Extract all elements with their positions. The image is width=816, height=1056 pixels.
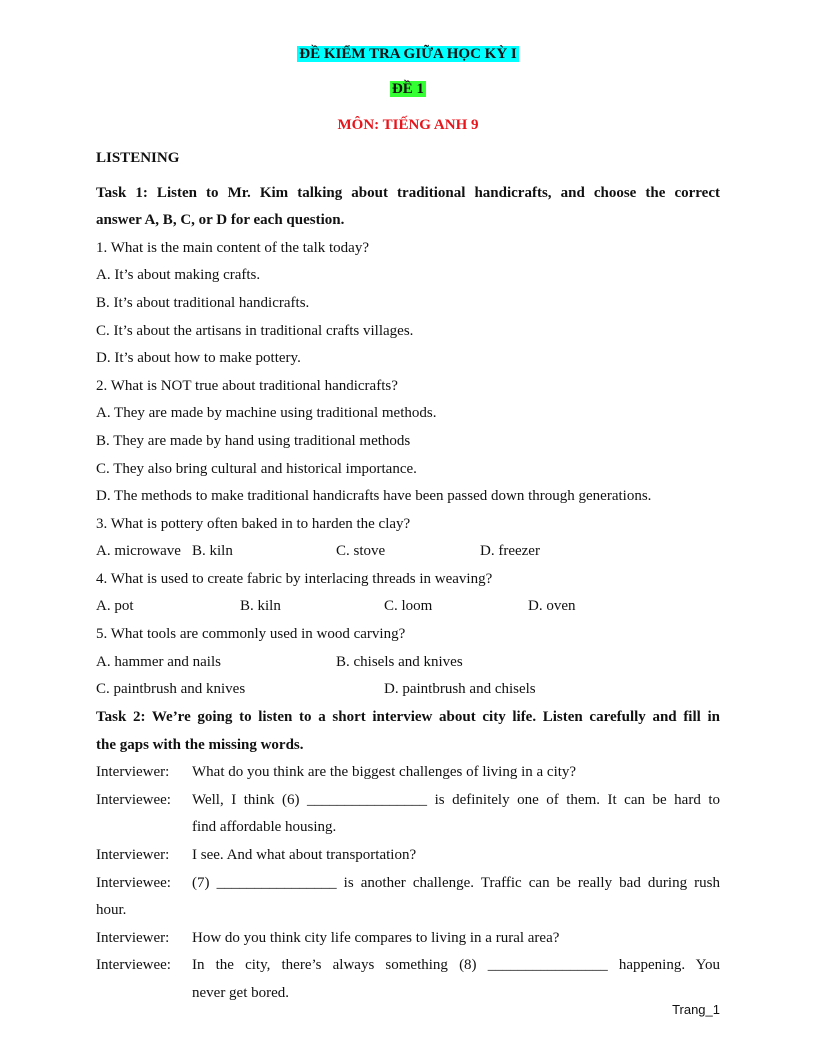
- utterance-gap-8: In the city, there’s always something (8) ________________ happening. You: [192, 957, 720, 973]
- task2-instruction-line2: the gaps with the missing words.: [96, 737, 304, 753]
- exam-code: ĐỀ 1: [391, 81, 425, 97]
- q5-option-a: A. hammer and nails: [96, 654, 221, 670]
- q3-option-a: A. microwave: [96, 543, 181, 559]
- speaker-label: Interviewer:: [96, 764, 170, 780]
- subject-row: [96, 115, 720, 135]
- q2-option-b: B. They are made by hand using traditional methods: [96, 433, 411, 449]
- q4-option-c: C. loom: [384, 598, 433, 614]
- utterance: I see. And what about transportation?: [192, 847, 417, 863]
- q1-option-a: A. It’s about making crafts.: [96, 267, 261, 283]
- q1-option-b: B. It’s about traditional handicrafts.: [96, 295, 310, 311]
- task1-instruction-line1: Task 1: Listen to Mr. Kim talking about traditional handicrafts, and choose the correct: [96, 185, 720, 201]
- q5-option-b: B. chisels and knives: [336, 654, 463, 670]
- q2-option-c: C. They also bring cultural and historical importance.: [96, 461, 417, 477]
- utterance-gap-6: Well, I think (6) ________________ is definitely one of them. It can be hard to: [192, 792, 720, 808]
- exam-code-row: [96, 79, 720, 99]
- q4-option-d: D. oven: [528, 598, 576, 614]
- utterance-gap-7: (7) ________________ is another challenge. Traffic can be really bad during rush: [192, 875, 720, 891]
- q5-option-d: D. paintbrush and chisels: [384, 681, 536, 697]
- q1-option-d: D. It’s about how to make pottery.: [96, 350, 301, 366]
- utterance: How do you think city life compares to living in a rural area?: [192, 930, 560, 946]
- q1-option-c: C. It’s about the artisans in traditional crafts villages.: [96, 323, 414, 339]
- q3-option-c: C. stove: [336, 543, 386, 559]
- q2-option-a: A. They are made by machine using traditional methods.: [96, 405, 437, 421]
- subject-title: MÔN: TIẾNG ANH 9: [337, 117, 479, 133]
- q3-option-b: B. kiln: [192, 543, 233, 559]
- question-4: 4. What is used to create fabric by interlacing threads in weaving?: [96, 571, 493, 587]
- page-number: Trang_1: [672, 1002, 720, 1017]
- speaker-label: Interviewer:: [96, 930, 170, 946]
- speaker-label: Interviewee:: [96, 792, 171, 808]
- utterance: never get bored.: [192, 985, 290, 1001]
- q4-option-b: B. kiln: [240, 598, 281, 614]
- exam-title: ĐỀ KIỂM TRA GIỮA HỌC KỲ I: [299, 46, 517, 62]
- q4-option-a: A. pot: [96, 598, 134, 614]
- dialogue-line-4-cont: hour.: [96, 902, 127, 918]
- question-5: 5. What tools are commonly used in wood carving?: [96, 626, 406, 642]
- speaker-label: Interviewee:: [96, 875, 171, 891]
- utterance: What do you think are the biggest challenges of living in a city?: [192, 764, 577, 780]
- q2-option-d: D. The methods to make traditional handicrafts have been passed down through generations.: [96, 488, 652, 504]
- exam-title-row: [96, 44, 720, 64]
- q3-option-d: D. freezer: [480, 543, 540, 559]
- utterance: find affordable housing.: [192, 819, 337, 835]
- question-1: 1. What is the main content of the talk today?: [96, 240, 369, 256]
- speaker-label: Interviewee:: [96, 957, 171, 973]
- task1-instruction-line2: answer A, B, C, or D for each question.: [96, 212, 345, 228]
- question-2: 2. What is NOT true about traditional handicrafts?: [96, 378, 398, 394]
- q5-option-c: C. paintbrush and knives: [96, 681, 246, 697]
- speaker-label: Interviewer:: [96, 847, 170, 863]
- task2-instruction-line1: Task 2: We’re going to listen to a short interview about city life. Listen carefully and fill in: [96, 709, 720, 725]
- section-heading: LISTENING: [96, 150, 180, 166]
- question-3: 3. What is pottery often baked in to harden the clay?: [96, 516, 411, 532]
